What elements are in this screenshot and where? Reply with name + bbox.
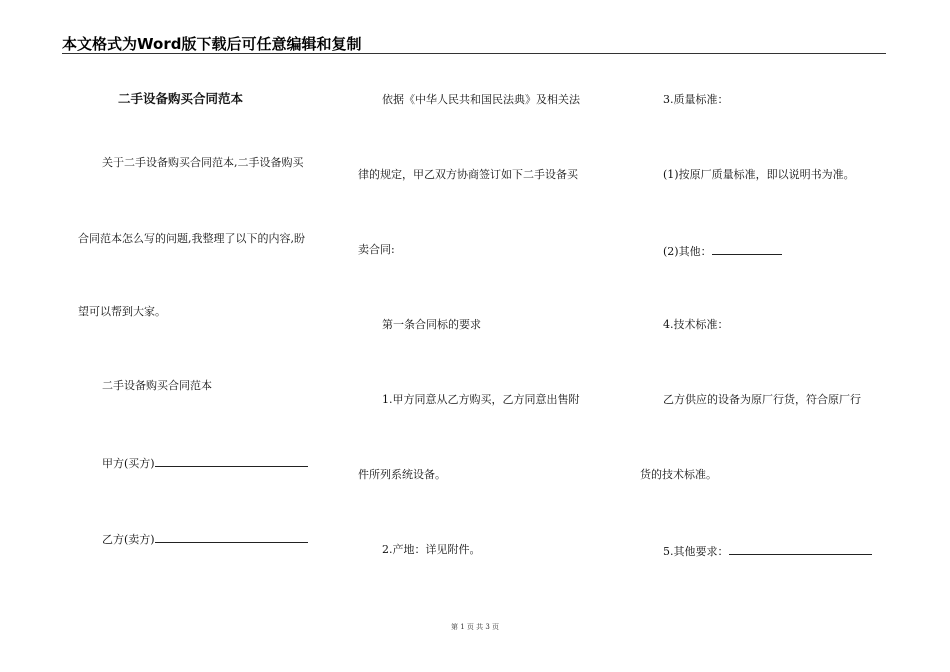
intro-line-3: 望可以帮到大家。 xyxy=(78,305,166,318)
item-3-2-label: (2)其他： xyxy=(663,245,712,258)
page-footer: 第 1 页 共 3 页 xyxy=(450,623,500,631)
item-1-line-2: 件所列系统设备。 xyxy=(358,468,446,481)
item-3-quality-heading: 3.质量标准： xyxy=(663,93,729,106)
party-b-label: 乙方(卖方) xyxy=(102,533,155,546)
basis-line-2: 律的规定，甲乙双方协商签订如下二手设备买 xyxy=(358,168,578,181)
item-5-other-line xyxy=(663,543,872,559)
header-banner-text: 本文格式为Word版下载后可任意编辑和复制 xyxy=(62,35,362,53)
section-subtitle: 二手设备购买合同范本 xyxy=(102,379,212,392)
item-4-line-1: 乙方供应的设备为原厂行货，符合原厂行 xyxy=(663,393,861,406)
intro-line-1: 关于二手设备购买合同范本,二手设备购买 xyxy=(102,156,304,169)
item-3-2-other-line xyxy=(663,243,782,259)
item-1-line-1: 1.甲方同意从乙方购买，乙方同意出售附 xyxy=(382,393,580,406)
party-b-blank xyxy=(155,531,308,543)
document-title: 二手设备购买合同范本 xyxy=(118,91,244,106)
article-1-heading: 第一条合同标的要求 xyxy=(382,318,481,331)
item-5-label: 5.其他要求： xyxy=(663,545,729,558)
item-2-origin: 2.产地：详见附件。 xyxy=(382,543,481,556)
item-3-1-standard: (1)按原厂质量标准，即以说明书为准。 xyxy=(663,168,855,181)
party-a-line xyxy=(102,455,308,471)
item-4-tech-heading: 4.技术标准： xyxy=(663,318,729,331)
party-a-label: 甲方(买方) xyxy=(102,457,155,470)
intro-line-2: 合同范本怎么写的问题,我整理了以下的内容,盼 xyxy=(78,232,305,245)
party-a-blank xyxy=(155,455,308,467)
party-b-line xyxy=(102,531,308,547)
document-header-banner xyxy=(62,35,886,54)
item-4-line-2: 货的技术标准。 xyxy=(640,468,717,481)
item-3-2-blank xyxy=(712,243,782,255)
basis-line-1: 依据《中华人民共和国民法典》及相关法 xyxy=(382,93,580,106)
item-5-blank xyxy=(729,543,872,555)
basis-line-3: 卖合同: xyxy=(358,243,395,256)
